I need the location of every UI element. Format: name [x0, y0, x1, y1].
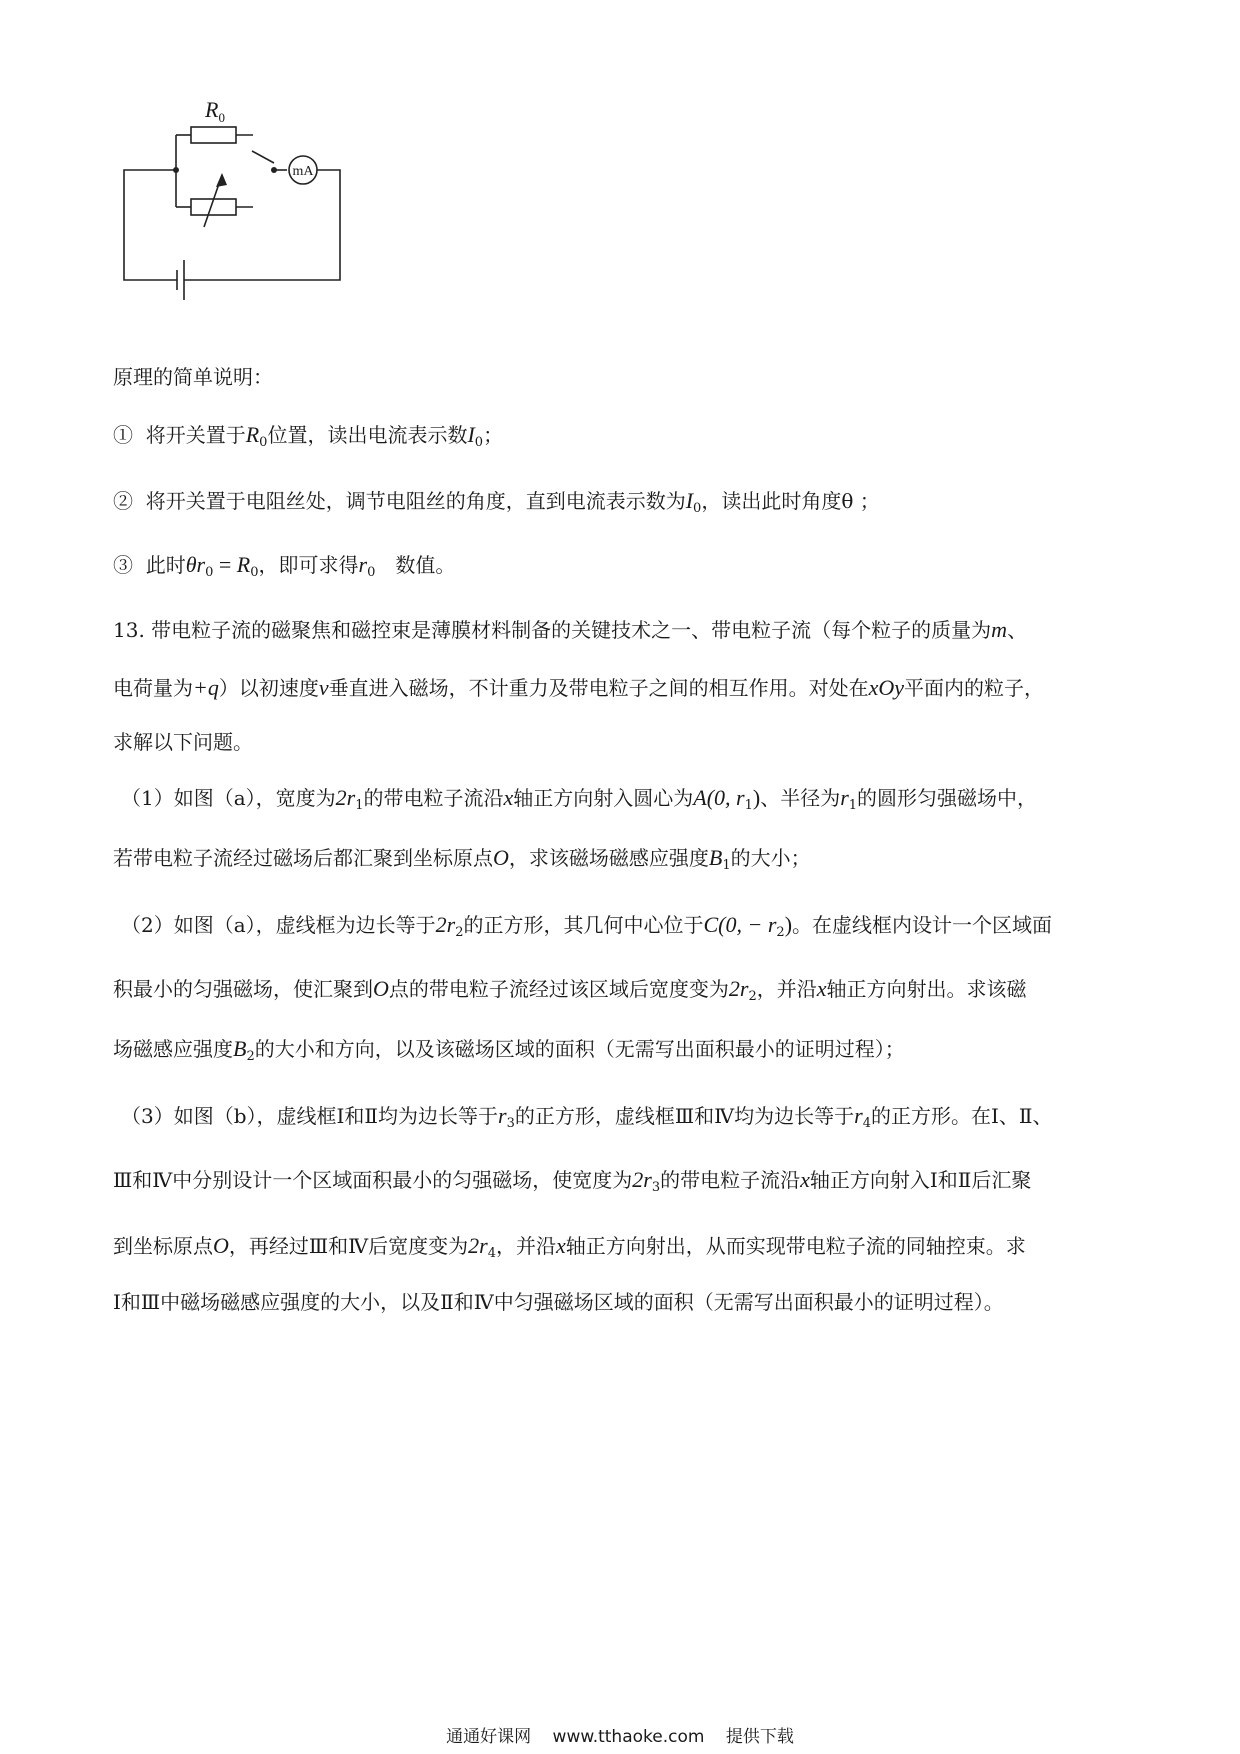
q13-part-3-line-3: 到坐标原点O，再经过Ⅲ和Ⅳ后宽度变为$2r_4$，并沿x轴正方向射出，从而实现带电粒子流的同轴控束。求: [113, 1233, 1026, 1261]
principle-step-3: ③ 此时$\theta r_0 = R_0$，即可求得$r_0$ 数值。: [113, 552, 456, 580]
principle-step-1: ① 将开关置于$R_0$位置，读出电流表示数$I_0$；: [113, 422, 504, 450]
q13-intro-line-3: 求解以下问题。: [113, 730, 253, 754]
principle-step-2: ② 将开关置于电阻丝处，调节电阻丝的角度，直到电流表示数为$I_0$，读出此时角度θ ；: [113, 488, 880, 516]
resistor-label: $R_0$: [205, 97, 225, 125]
q13-part-3-line-4: Ⅰ和Ⅲ中磁场磁感应强度的大小，以及Ⅱ和Ⅳ中匀强磁场区域的面积（无需写出面积最小的证明过程）。: [113, 1290, 1004, 1314]
q13-part-3-line-1: （3）如图（b），虚线框Ⅰ和Ⅱ均为边长等于$r_3$的正方形，虚线框Ⅲ和Ⅳ均为边长等于$r_4$的正方形。在Ⅰ、Ⅱ、: [121, 1103, 1053, 1131]
q13-part-3-line-2: Ⅲ和Ⅳ中分别设计一个区域面积最小的匀强磁场，使宽度为$2r_3$的带电粒子流沿x轴正方向射入Ⅰ和Ⅱ后汇聚: [113, 1167, 1032, 1195]
footer-site-name: 通通好课网: [446, 1727, 532, 1747]
q13-part-2-line-3: 场磁感应强度$B_2$的大小和方向，以及该磁场区域的面积（无需写出面积最小的证明过程）；: [113, 1036, 905, 1064]
page-footer: [0, 1722, 1240, 1747]
footer-url[interactable]: www.tthaoke.com: [552, 1727, 705, 1747]
q13-intro-line-1: 13. 带电粒子流的磁聚焦和磁控束是薄膜材料制备的关键技术之一、带电粒子流（每个粒子的质量为m、: [113, 617, 1028, 642]
q13-part-2-line-1: （2）如图（a），虚线框为边长等于$2r_2$的正方形，其几何中心位于C(0, − $r_2$)。在虚线框内设计一个区域面: [121, 912, 1053, 940]
circuit-diagram: [100, 95, 400, 335]
q13-part-1-line-2: 若带电粒子流经过磁场后都汇聚到坐标原点O，求该磁场磁感应强度$B_1$的大小；: [113, 845, 811, 873]
q13-part-1-line-1: （1）如图（a），宽度为$2r_1$的带电粒子流沿x轴正方向射入圆心为A(0, $r_1$)、半径为$r_1$的圆形匀强磁场中，: [121, 785, 1038, 813]
q13-part-2-line-2: 积最小的匀强磁场，使汇聚到O点的带电粒子流经过该区域后宽度变为$2r_2$，并沿x轴正方向射出。求该磁: [113, 976, 1027, 1004]
meter-label: mA: [292, 164, 314, 179]
principle-title: 原理的简单说明：: [113, 365, 273, 389]
footer-note: 提供下载: [725, 1727, 794, 1747]
q13-intro-line-2: 电荷量为+q）以初速度v垂直进入磁场，不计重力及带电粒子之间的相互作用。对处在xOy平面内的粒子，: [113, 675, 1045, 700]
